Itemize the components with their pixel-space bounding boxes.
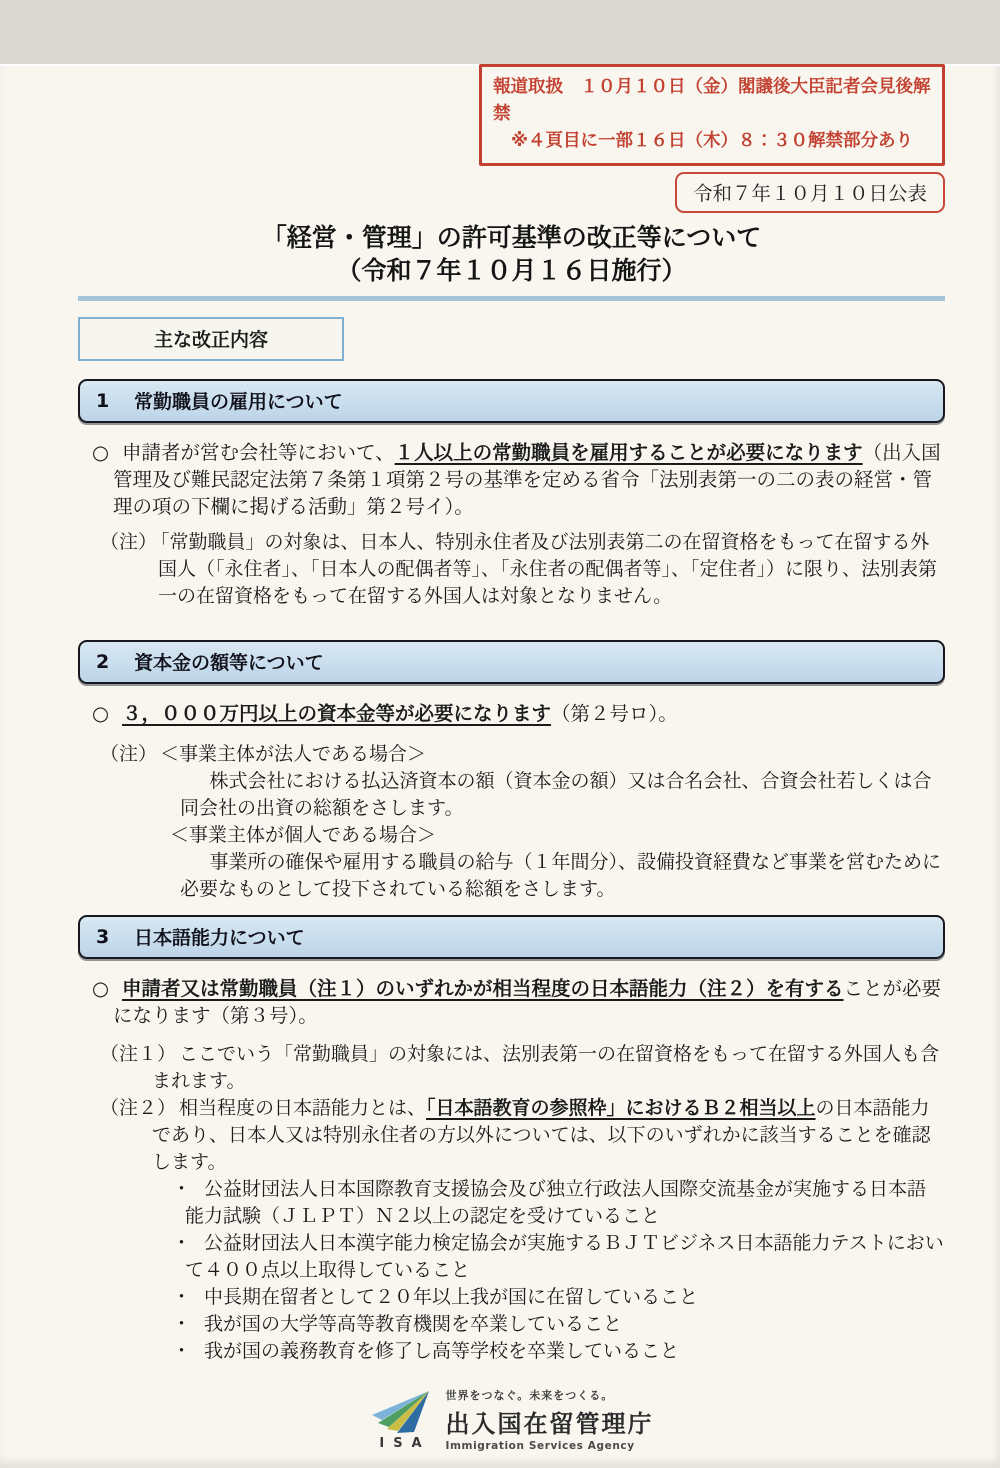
section-2-note-case2-header: ＜事業主体が個人である場合＞ [170, 824, 437, 846]
agency-name-block [446, 1387, 654, 1452]
section-1-note [100, 529, 945, 610]
note-label: （注） [100, 743, 158, 765]
isa-letters: ISA [379, 1435, 431, 1451]
section-3-text-emphasis: 申請者又は常勤職員（注１）のいずれかが相当程度の日本語能力（注２）を有する [122, 977, 844, 1000]
section-1-text-pre: 申請者が営む会社等において、 [122, 441, 395, 464]
requirement-bullet-5: ・ 我が国の義務教育を修了し高等学校を卒業していること [172, 1340, 680, 1362]
note-2-label: （注２） [100, 1097, 177, 1119]
isa-arrows-icon [370, 1389, 432, 1435]
section-2-paragraph [92, 700, 945, 727]
publication-date-row [78, 166, 945, 213]
section-1-text-emphasis: １人以上の常勤職員を雇用することが必要になります [394, 441, 863, 464]
title-line-1: 「経営・管理」の許可基準の改正等について [261, 223, 762, 252]
section-1-header [78, 379, 945, 423]
section-2-text-post: （第２号ロ）。 [551, 702, 678, 725]
section-3-note-2 [100, 1095, 945, 1176]
section-1-heading: 常勤職員の雇用について [134, 391, 343, 413]
bullet-marker: ・ [172, 1286, 192, 1308]
section-3-text-post: ことが必要になります（第３号）。 [113, 977, 942, 1027]
publication-date-box: 令和７年１０月１０日公表 [675, 172, 945, 213]
section-3-note-2-post: の日本語能力であり、日本人又は特別永住者の方以外については、以下のいずれかに該当することを確認します。 [152, 1097, 931, 1173]
section-1-paragraph [92, 439, 945, 520]
section-2-number: 2 [96, 650, 110, 673]
press-embargo-notice [479, 64, 945, 166]
section-1-note-text: 「常勤職員」の対象は、日本人、特別永住者及び法別表第二の在留資格をもって在留する外国人（「永住者」、「日本人の配偶者等」、「永住者の配偶者等」、「定住者」）に限り、法別表第一の在留資格をもって在留する外国人は対象となりません。 [158, 531, 938, 607]
section-2-note-case1-text: 株式会社における払込済資本の額（資本金の額）又は合名会社、合資会社若しくは合同会社の出資の総額をさします。 [180, 770, 932, 819]
requirement-bullet-4: ・ 我が国の大学等高等教育機関を卒業していること [172, 1313, 623, 1335]
section-3-header [78, 915, 945, 959]
circle-marker: ○ [92, 441, 110, 464]
divider-rule [78, 296, 945, 301]
agency-logo [78, 1387, 945, 1452]
section-3-number: 3 [96, 925, 110, 948]
isa-logo-mark [370, 1389, 432, 1451]
agency-name-ja: 出入国在留管理庁 [445, 1410, 654, 1438]
section-3-heading: 日本語能力について [134, 927, 305, 949]
bullet-marker: ・ [172, 1178, 192, 1200]
document-content [0, 64, 1000, 1452]
section-2-note-case2-text: 事業所の確保や雇用する職員の給与（１年間分）、設備投資経費など事業を営むために必要なものとして投下されている総額をさします。 [180, 851, 941, 900]
embargo-line-2: ※４頁目に一部１６日（木）８：３０解禁部分あり [510, 131, 913, 151]
bullet-marker: ・ [172, 1340, 192, 1362]
scanned-document-page [0, 64, 1000, 1468]
section-3-note-2-emphasis: 「日本語教育の参照枠」におけるＢ２相当以上 [426, 1097, 816, 1119]
requirement-bullet-3: ・ 中長期在留者として２０年以上我が国に在留していること [172, 1286, 699, 1308]
main-revisions-label: 主な改正内容 [78, 317, 344, 361]
section-2-note-case1-header: （注） ＜事業主体が法人である場合＞ [100, 743, 427, 765]
section-3-note-1-text: ここでいう「常勤職員」の対象には、法別表第一の在留資格をもって在留する外国人も含まれます。 [152, 1043, 940, 1092]
bullet-marker: ・ [172, 1232, 192, 1254]
agency-name-en: Immigration Services Agency [445, 1440, 635, 1452]
agency-tagline: 世界をつなぐ。未来をつくる。 [445, 1389, 614, 1402]
circle-marker: ○ [92, 702, 110, 725]
note-label: （注） [100, 531, 158, 553]
section-2-heading: 資本金の額等について [134, 652, 324, 674]
section-3-note-2-pre: 相当程度の日本語能力とは、 [179, 1097, 427, 1119]
document-title [78, 221, 945, 287]
section-3-note-1 [100, 1041, 945, 1095]
section-3-paragraph [92, 975, 945, 1029]
section-1-text-post: （出入国管理及び難民認定法第７条第１項第２号の基準を定める省令「法別表第一の二の表の経営・管理の項の下欄に掲げる活動」第２号イ）。 [113, 441, 941, 518]
title-line-2: （令和７年１０月１６日施行） [336, 256, 687, 285]
section-2-note [78, 741, 945, 903]
note-1-label: （注１） [100, 1043, 177, 1065]
requirement-bullet-1: ・ 公益財団法人日本国際教育支援協会及び独立行政法人国際交流基金が実施する日本語能力試験（ＪＬＰＴ）Ｎ２以上の認定を受けていること [172, 1178, 927, 1227]
requirement-bullet-2: ・ 公益財団法人日本漢字能力検定協会が実施するＢＪＴビジネス日本語能力テストにおいて４００点以上取得していること [172, 1232, 944, 1281]
embargo-line-1: 報道取扱 １０月１０日（金）閣議後大臣記者会見後解禁 [493, 77, 931, 124]
bullet-marker: ・ [172, 1313, 192, 1335]
circle-marker: ○ [92, 977, 110, 1000]
section-2-header [78, 640, 945, 684]
section-2-text-emphasis: ３，０００万円以上の資本金等が必要になります [122, 702, 552, 725]
section-1-number: 1 [96, 389, 110, 412]
